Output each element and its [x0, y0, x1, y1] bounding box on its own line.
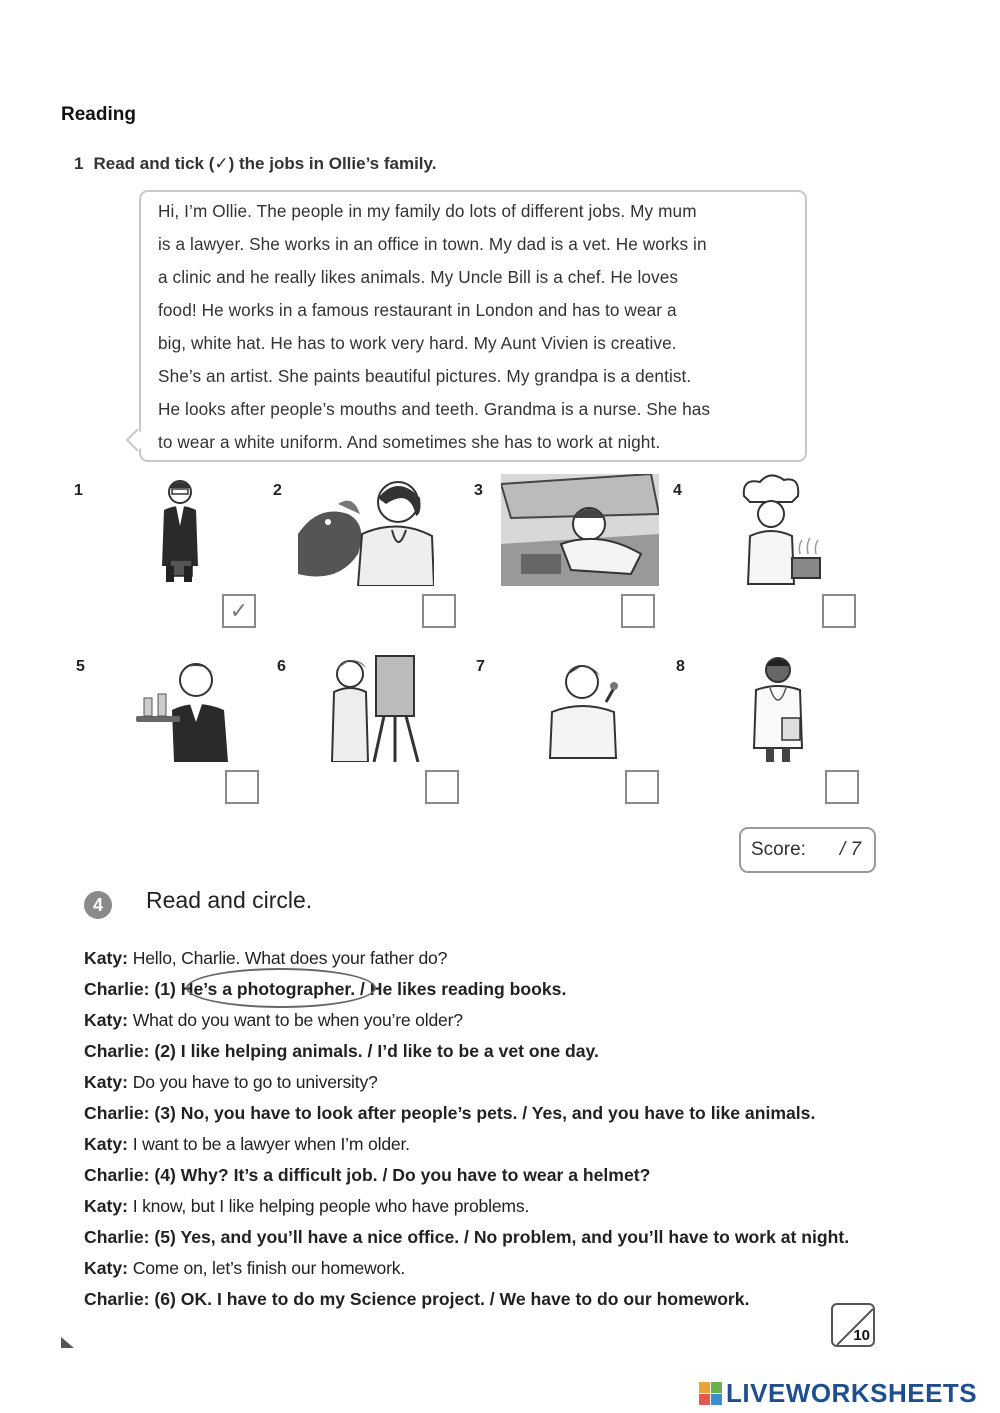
- score-label: Score:: [751, 839, 806, 860]
- line-text: I want to be a lawyer when I’m older.: [128, 1134, 410, 1154]
- artist-icon: [326, 652, 440, 762]
- example-answer-circle: [186, 968, 376, 1008]
- passage-line: to wear a white uniform. And sometimes she has to work at night.: [158, 432, 661, 452]
- lawyer-icon: [150, 474, 210, 586]
- line-text: Do you have to go to university?: [128, 1072, 378, 1092]
- exercise1-instruction: [74, 154, 436, 174]
- dialogue-line: [84, 1068, 944, 1099]
- dialogue-line: [84, 944, 944, 975]
- speaker: Charlie:: [84, 979, 150, 999]
- passage-line: is a lawyer. She works in an office in town. My dad is a vet. He works in: [158, 234, 707, 254]
- picture-number-1: 1: [74, 482, 83, 499]
- picture-number-7: 7: [476, 658, 485, 675]
- reading-passage: [158, 198, 798, 462]
- speaker: Charlie:: [84, 1289, 150, 1309]
- answer-choices[interactable]: (5) Yes, and you’ll have a nice office. / No problem, and you’ll have to work at night.: [149, 1227, 850, 1247]
- dialogue-line: [84, 1006, 944, 1037]
- passage-line: big, white hat. He has to work very hard. My Aunt Vivien is creative.: [158, 333, 677, 353]
- dialogue-line: [84, 1285, 944, 1316]
- line-text: What do you want to be when you’re older?: [128, 1010, 463, 1030]
- exercise4-score-total: 10: [853, 1327, 870, 1344]
- speaker: Katy:: [84, 1258, 128, 1278]
- speaker: Katy:: [84, 1010, 128, 1030]
- picture-number-5: 5: [76, 658, 85, 675]
- dentist-icon: [548, 652, 622, 762]
- passage-line: a clinic and he really likes animals. My Uncle Bill is a chef. He loves: [158, 267, 679, 287]
- waiter-icon: [134, 652, 234, 762]
- tick-box-5[interactable]: [225, 770, 259, 804]
- exercise1-number: 1: [74, 154, 84, 173]
- exercise1-instruction-text: Read and tick (✓) the jobs in Ollie’s family.: [93, 154, 437, 173]
- exercise4-number-badge: 4: [84, 891, 112, 919]
- passage-line: food! He works in a famous restaurant in London and has to wear a: [158, 300, 677, 320]
- answer-choices[interactable]: (6) OK. I have to do my Science project. / We have to do our homework.: [149, 1289, 750, 1309]
- speaker: Katy:: [84, 1134, 128, 1154]
- dialogue-line: [84, 1192, 944, 1223]
- dialogue-line: [84, 1161, 944, 1192]
- tick-box-1[interactable]: [222, 594, 256, 628]
- exercise1-score-box: [739, 827, 876, 873]
- speaker: Katy:: [84, 948, 128, 968]
- exercise4-score-box: [831, 1303, 875, 1347]
- tick-box-4[interactable]: [822, 594, 856, 628]
- line-text: I know, but I like helping people who have problems.: [128, 1196, 530, 1216]
- dialogue-line: [84, 1223, 944, 1254]
- arrow-corner-icon: [60, 1336, 76, 1350]
- dialogue-line: [84, 1037, 944, 1068]
- passage-line: Hi, I’m Ollie. The people in my family do lots of different jobs. My mum: [158, 201, 697, 221]
- section-title: Reading: [61, 104, 136, 125]
- speaker: Katy:: [84, 1196, 128, 1216]
- answer-choices[interactable]: (2) I like helping animals. / I’d like to be a vet one day.: [149, 1041, 599, 1061]
- vet-icon: [298, 474, 434, 586]
- picture-number-2: 2: [273, 482, 282, 499]
- answer-choices[interactable]: (3) No, you have to look after people’s pets. / Yes, and you have to like animals.: [149, 1103, 816, 1123]
- liveworksheets-logo: [699, 1378, 977, 1409]
- speaker: Charlie:: [84, 1227, 150, 1247]
- liveworksheets-badge-icon: [699, 1382, 723, 1406]
- chef-icon: [732, 474, 828, 586]
- answer-choices[interactable]: (1) He’s a photographer. / He likes reading books.: [149, 979, 567, 999]
- tick-box-6[interactable]: [425, 770, 459, 804]
- doctor-icon: [748, 652, 808, 762]
- tick-box-2[interactable]: [422, 594, 456, 628]
- picture-number-6: 6: [277, 658, 286, 675]
- speaker: Charlie:: [84, 1165, 150, 1185]
- picture-number-8: 8: [676, 658, 685, 675]
- exercise4-instruction: Read and circle.: [146, 887, 313, 913]
- speaker: Katy:: [84, 1072, 128, 1092]
- mechanic-icon: [501, 474, 659, 586]
- speaker: Charlie:: [84, 1103, 150, 1123]
- answer-choices[interactable]: (4) Why? It’s a difficult job. / Do you have to wear a helmet?: [149, 1165, 651, 1185]
- tick-mark: ✓: [229, 598, 249, 623]
- tick-box-8[interactable]: [825, 770, 859, 804]
- dialogue-line: [84, 1254, 944, 1285]
- picture-number-3: 3: [474, 482, 483, 499]
- liveworksheets-logo-text: LIVEWORKSHEETS: [726, 1378, 978, 1408]
- speaker: Charlie:: [84, 1041, 150, 1061]
- tick-box-3[interactable]: [621, 594, 655, 628]
- dialogue-line: [84, 1130, 944, 1161]
- score-value: / 7: [839, 839, 862, 860]
- passage-line: He looks after people’s mouths and teeth. Grandma is a nurse. She has: [158, 399, 711, 419]
- picture-number-4: 4: [673, 482, 682, 499]
- dialogue-line: [84, 1099, 944, 1130]
- tick-box-7[interactable]: [625, 770, 659, 804]
- line-text: Come on, let’s finish our homework.: [128, 1258, 406, 1278]
- passage-line: She’s an artist. She paints beautiful pictures. My grandpa is a dentist.: [158, 366, 692, 386]
- line-text: Hello, Charlie. What does your father do?: [128, 948, 448, 968]
